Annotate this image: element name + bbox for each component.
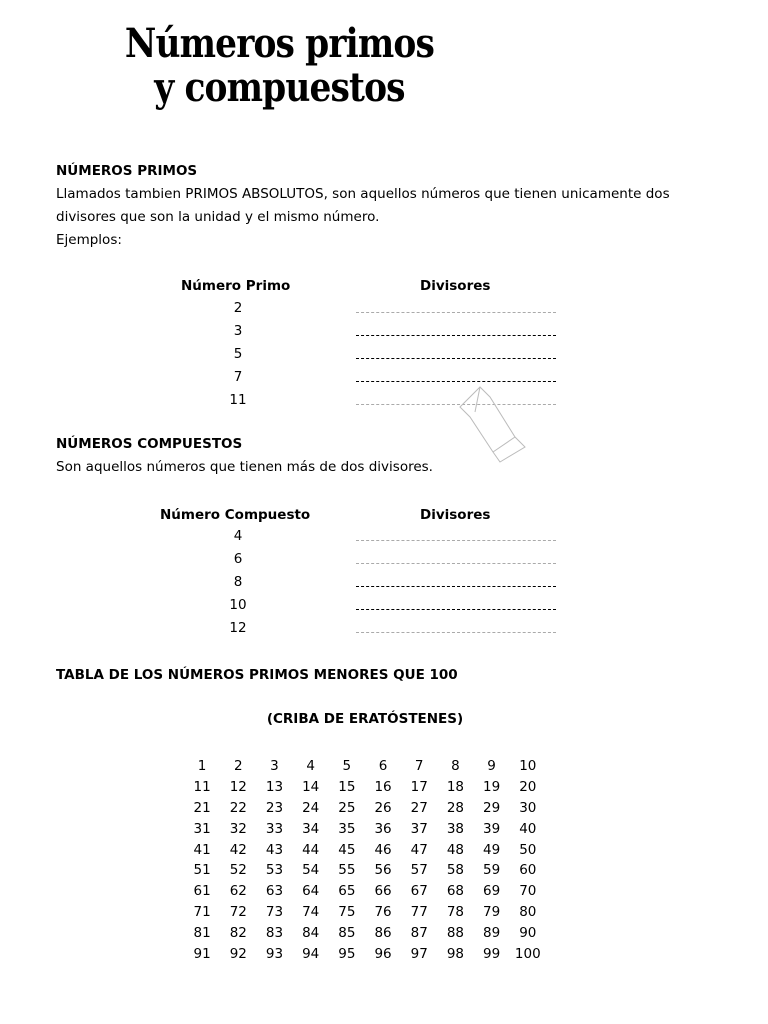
- sieve-number-cell: 36: [374, 820, 392, 837]
- sieve-number-cell: 38: [446, 820, 464, 837]
- sieve-number-cell: 13: [265, 778, 284, 795]
- sieve-number-cell: 31: [193, 820, 211, 837]
- sieve-number-cell: 91: [193, 946, 211, 963]
- sieve-number-cell: 49: [483, 841, 501, 858]
- sieve-number-cell: 84: [302, 925, 320, 942]
- sieve-number-cell: 64: [302, 883, 320, 900]
- composite-number-column-header: Número Compuesto: [160, 507, 311, 523]
- sieve-number-cell: 45: [338, 841, 356, 858]
- sieve-number-cell: 10: [519, 758, 537, 774]
- sieve-number-cell: 98: [446, 946, 464, 963]
- sieve-number-cell: 51: [193, 862, 211, 879]
- sieve-number-cell: 56: [374, 862, 392, 879]
- sieve-number-cell: 39: [483, 820, 501, 837]
- sieve-number-cell: 69: [483, 883, 501, 900]
- sieve-number-cell: 7: [414, 758, 424, 774]
- sieve-number-cell: 32: [229, 820, 247, 837]
- sieve-number-cell: 9: [487, 758, 496, 774]
- sieve-number-cell: 23: [265, 799, 284, 816]
- sieve-number-cell: 3: [270, 758, 279, 774]
- sieve-number-cell: 21: [193, 799, 211, 816]
- sieve-number-cell: 30: [519, 799, 537, 816]
- sieve-number-cell: 42: [229, 841, 247, 858]
- sieve-number-cell: 52: [229, 862, 247, 879]
- prime-number: 11: [229, 392, 247, 408]
- sieve-number-cell: 62: [229, 883, 247, 900]
- sieve-number-cell: 26: [374, 799, 392, 816]
- sieve-number-cell: 63: [265, 883, 284, 900]
- divisor-blank-line[interactable]: [356, 320, 556, 343]
- prime-number: 7: [233, 369, 243, 385]
- sieve-number-cell: 35: [338, 820, 356, 837]
- sieve-number-cell: 25: [338, 799, 356, 816]
- sieve-number-cell: 85: [338, 925, 356, 942]
- sieve-number-cell: 75: [338, 904, 356, 921]
- composite-number: 10: [229, 597, 247, 613]
- sieve-number-cell: 99: [483, 946, 501, 963]
- pencil-sketch-icon: [455, 382, 535, 467]
- sieve-number-cell: 50: [519, 841, 537, 858]
- sieve-number-cell: 18: [446, 778, 464, 795]
- sieve-number-cell: 34: [302, 820, 320, 837]
- sieve-number-cell: 79: [483, 904, 501, 921]
- sieve-number-cell: 53: [265, 862, 284, 879]
- sieve-number-cell: 90: [519, 925, 537, 942]
- composites-definition: Son aquellos números que tienen más de dos divisores.: [56, 459, 433, 475]
- sieve-number-cell: 93: [265, 946, 284, 963]
- sieve-number-grid: [184, 756, 546, 965]
- sieve-number-cell: 57: [410, 862, 428, 879]
- sieve-number-cell: 77: [410, 904, 428, 921]
- sieve-number-cell: 14: [302, 778, 320, 795]
- sieve-number-cell: 44: [302, 841, 320, 858]
- sieve-number-cell: 17: [410, 778, 428, 795]
- composite-divisors-column-header: Divisores: [420, 507, 491, 523]
- composite-number: 4: [233, 528, 243, 544]
- sieve-number-cell: 82: [229, 925, 247, 942]
- prime-number: 3: [233, 323, 243, 339]
- sieve-number-cell: 65: [338, 883, 356, 900]
- sieve-number-cell: 96: [374, 946, 392, 963]
- sieve-number-cell: 78: [446, 904, 464, 921]
- sieve-number-cell: 47: [410, 841, 428, 858]
- divisor-blank-line[interactable]: [356, 548, 556, 571]
- composites-heading: NÚMEROS COMPUESTOS: [56, 436, 243, 452]
- sieve-number-cell: 74: [302, 904, 320, 921]
- prime-number-column-header: Número Primo: [181, 278, 291, 294]
- composite-number: 12: [229, 620, 247, 636]
- primes-definition: Llamados tambien PRIMOS ABSOLUTOS, son aquellos números que tienen unicamente dos divisores que son la unidad y el mismo número.: [56, 186, 670, 225]
- divisor-blank-line[interactable]: [356, 594, 556, 617]
- composite-number-list: [208, 525, 268, 640]
- divisor-blank-line[interactable]: [356, 343, 556, 366]
- sieve-number-cell: 11: [193, 778, 211, 795]
- sieve-number-cell: 72: [229, 904, 247, 921]
- divisor-blank-line[interactable]: [356, 571, 556, 594]
- page-title: [39, 22, 521, 110]
- sieve-number-cell: 61: [193, 883, 211, 900]
- composite-number: 6: [233, 551, 243, 567]
- sieve-number-cell: 88: [446, 925, 464, 942]
- divisor-blank-line[interactable]: [356, 617, 556, 640]
- composite-number: 8: [233, 574, 243, 590]
- sieve-number-cell: 33: [265, 820, 284, 837]
- sieve-number-cell: 29: [483, 799, 501, 816]
- sieve-number-cell: 20: [519, 778, 537, 795]
- sieve-number-cell: 4: [306, 758, 315, 774]
- sieve-number-cell: 70: [519, 883, 537, 900]
- sieve-number-cell: 67: [410, 883, 428, 900]
- sieve-number-cell: 46: [374, 841, 392, 858]
- sieve-number-cell: 71: [193, 904, 211, 921]
- prime-number: 5: [233, 346, 243, 362]
- sieve-number-cell: 83: [265, 925, 284, 942]
- composite-divisor-blanks: [356, 525, 556, 640]
- prime-number-list: [208, 297, 268, 412]
- sieve-number-cell: 58: [446, 862, 464, 879]
- page-title-line-1: Números primos: [124, 20, 434, 67]
- sieve-number-cell: 80: [519, 904, 537, 921]
- sieve-number-cell: 37: [410, 820, 428, 837]
- sieve-table-heading: TABLA DE LOS NÚMEROS PRIMOS MENORES QUE 100: [56, 667, 458, 683]
- sieve-number-cell: 41: [193, 841, 211, 858]
- sieve-number-cell: 95: [338, 946, 356, 963]
- sieve-number-cell: 87: [410, 925, 428, 942]
- sieve-number-cell: 97: [410, 946, 428, 963]
- sieve-number-cell: 55: [338, 862, 356, 879]
- sieve-table-subtitle: (CRIBA DE ERATÓSTENES): [266, 711, 464, 727]
- sieve-number-cell: 5: [342, 758, 352, 774]
- sieve-number-cell: 48: [446, 841, 464, 858]
- sieve-number-cell: 43: [265, 841, 284, 858]
- sieve-number-cell: 12: [229, 778, 247, 795]
- sieve-number-cell: 73: [265, 904, 284, 921]
- sieve-number-cell: 16: [374, 778, 392, 795]
- sieve-number-cell: 8: [451, 758, 460, 774]
- sieve-number-cell: 76: [374, 904, 392, 921]
- sieve-number-cell: 27: [410, 799, 428, 816]
- sieve-number-cell: 60: [519, 862, 537, 879]
- sieve-number-cell: 86: [374, 925, 392, 942]
- sieve-number-cell: 19: [483, 778, 501, 795]
- sieve-number-cell: 24: [302, 799, 320, 816]
- sieve-number-cell: 92: [229, 946, 247, 963]
- divisor-blank-line[interactable]: [356, 525, 556, 548]
- sieve-number-cell: 15: [338, 778, 356, 795]
- sieve-number-cell: 100: [514, 946, 541, 963]
- sieve-number-cell: 6: [378, 758, 388, 774]
- sieve-number-cell: 66: [374, 883, 392, 900]
- primes-heading: NÚMEROS PRIMOS: [56, 163, 198, 179]
- examples-label: Ejemplos:: [56, 232, 122, 248]
- prime-number: 2: [233, 300, 243, 316]
- sieve-number-cell: 40: [519, 820, 537, 837]
- sieve-number-cell: 89: [483, 925, 501, 942]
- sieve-number-cell: 1: [197, 758, 207, 774]
- sieve-number-cell: 81: [193, 925, 211, 942]
- sieve-number-cell: 59: [483, 862, 501, 879]
- sieve-number-cell: 2: [233, 758, 243, 774]
- prime-divisors-column-header: Divisores: [420, 278, 491, 294]
- sieve-number-cell: 94: [302, 946, 320, 963]
- sieve-number-cell: 28: [446, 799, 464, 816]
- sieve-number-cell: 68: [446, 883, 464, 900]
- page-title-line-2: y compuestos: [154, 64, 405, 111]
- sieve-number-cell: 54: [302, 862, 320, 879]
- divisor-blank-line[interactable]: [356, 297, 556, 320]
- sieve-number-cell: 22: [229, 799, 247, 816]
